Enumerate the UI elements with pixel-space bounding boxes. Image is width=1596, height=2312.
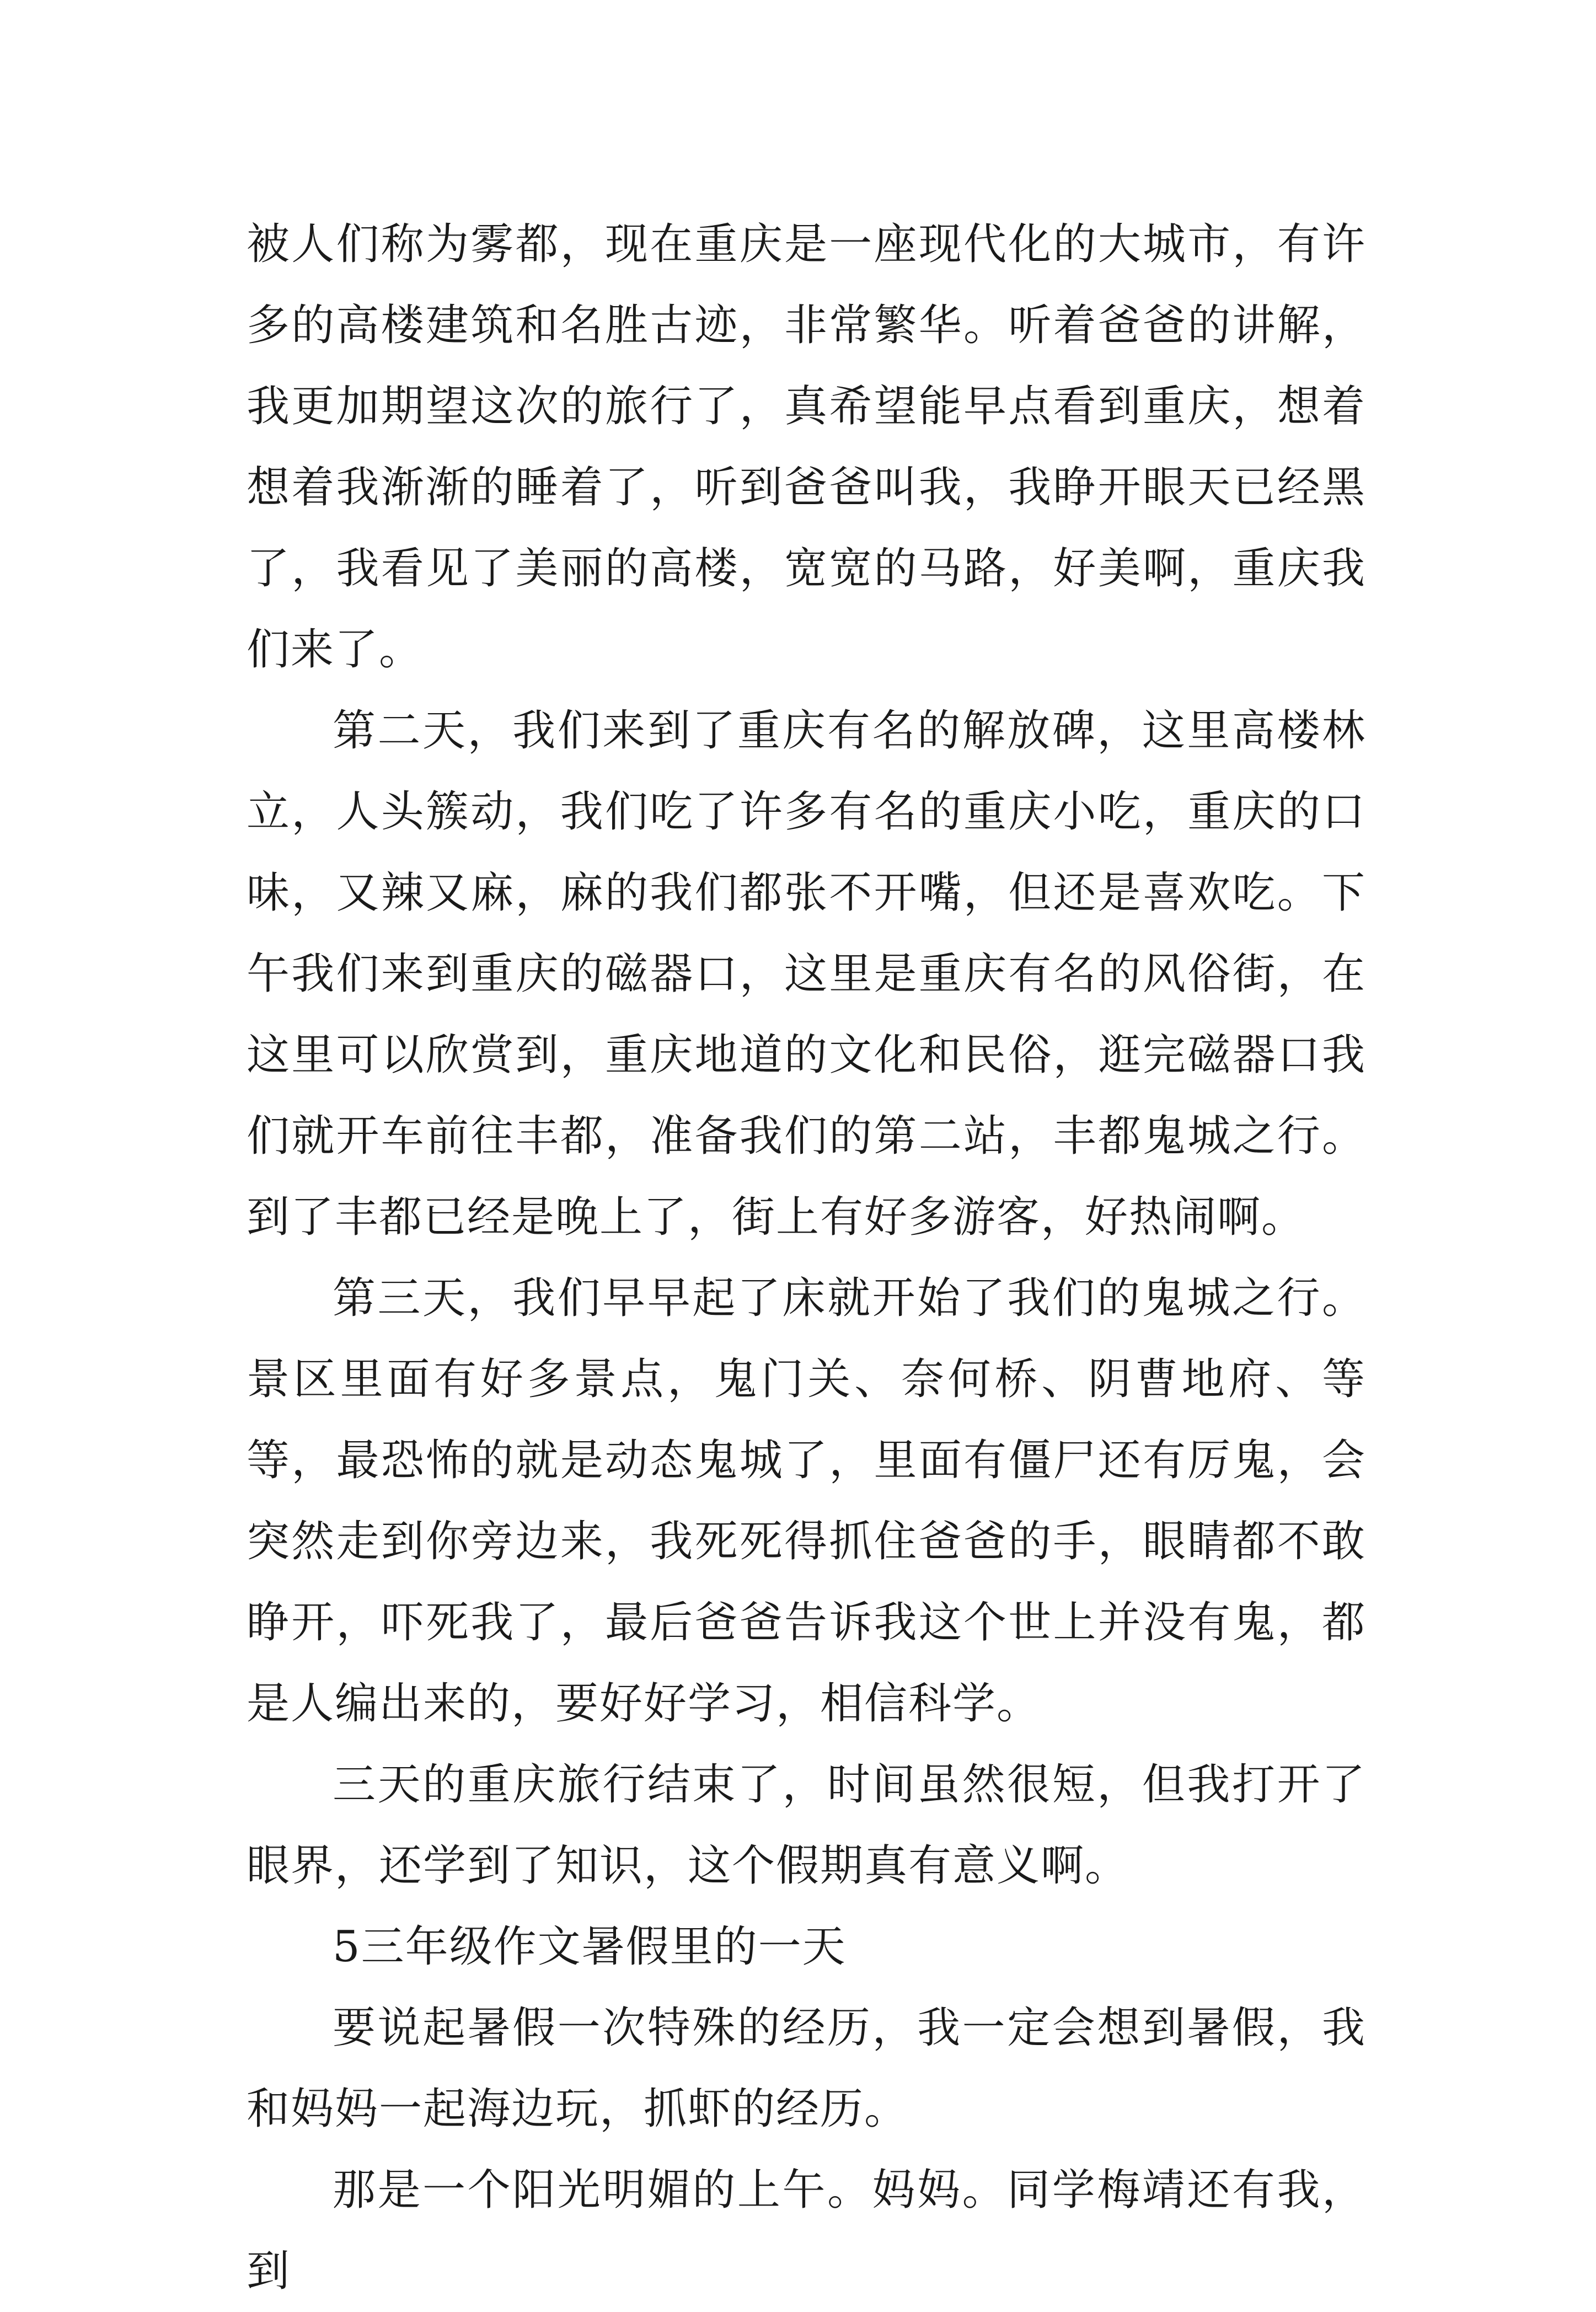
paragraph-opening: 那是一个阳光明媚的上午。妈妈。同学梅靖还有我，到 (247, 2165, 1366, 2296)
paragraph-continuation: 被人们称为雾都，现在重庆是一座现代化的大城市，有许多的高楼建筑和名胜古迹，非常繁华。听着爸爸的讲解，我更加期望这次的旅行了，真希望能早点看到重庆，想着想着我渐渐的睡着了，听到爸爸叫我，我睁开眼天已经黑了，我看见了美丽的高楼，宽宽的马路，好美啊，重庆我们来了。 (247, 220, 1366, 675)
essay-heading: 5三年级作文暑假里的一天 (333, 1922, 847, 1972)
paragraph-day-three: 第三天，我们早早起了床就开始了我们的鬼城之行。景区里面有好多景点，鬼门关、奈何桥、阴曹地府、等等，最恐怖的就是动态鬼城了，里面有僵尸还有厉鬼，会突然走到你旁边来，我死死得抓住爸爸的手，眼睛都不敢睁开，吓死我了，最后爸爸告诉我这个世上并没有鬼，都是人编出来的，要好好学习，相信科学。 (247, 1273, 1366, 1728)
paragraph-day-two: 第二天，我们来到了重庆有名的解放碑，这里高楼林立，人头簇动，我们吃了许多有名的重庆小吃，重庆的口味，又辣又麻，麻的我们都张不开嘴，但还是喜欢吃。下午我们来到重庆的磁器口，这里是重庆有名的风俗街，在这里可以欣赏到，重庆地道的文化和民俗，逛完磁器口我们就开车前往丰都，准备我们的第二站，丰都鬼城之行。到了丰都已经是晚上了，街上有好多游客，好热闹啊。 (247, 706, 1366, 1242)
paragraph-intro: 要说起暑假一次特殊的经历，我一定会想到暑假，我和妈妈一起海边玩，抓虾的经历。 (247, 2003, 1366, 2134)
document-body (247, 204, 1366, 2312)
paragraph-conclusion: 三天的重庆旅行结束了，时间虽然很短，但我打开了眼界，还学到了知识，这个假期真有意义啊。 (247, 1760, 1366, 1891)
